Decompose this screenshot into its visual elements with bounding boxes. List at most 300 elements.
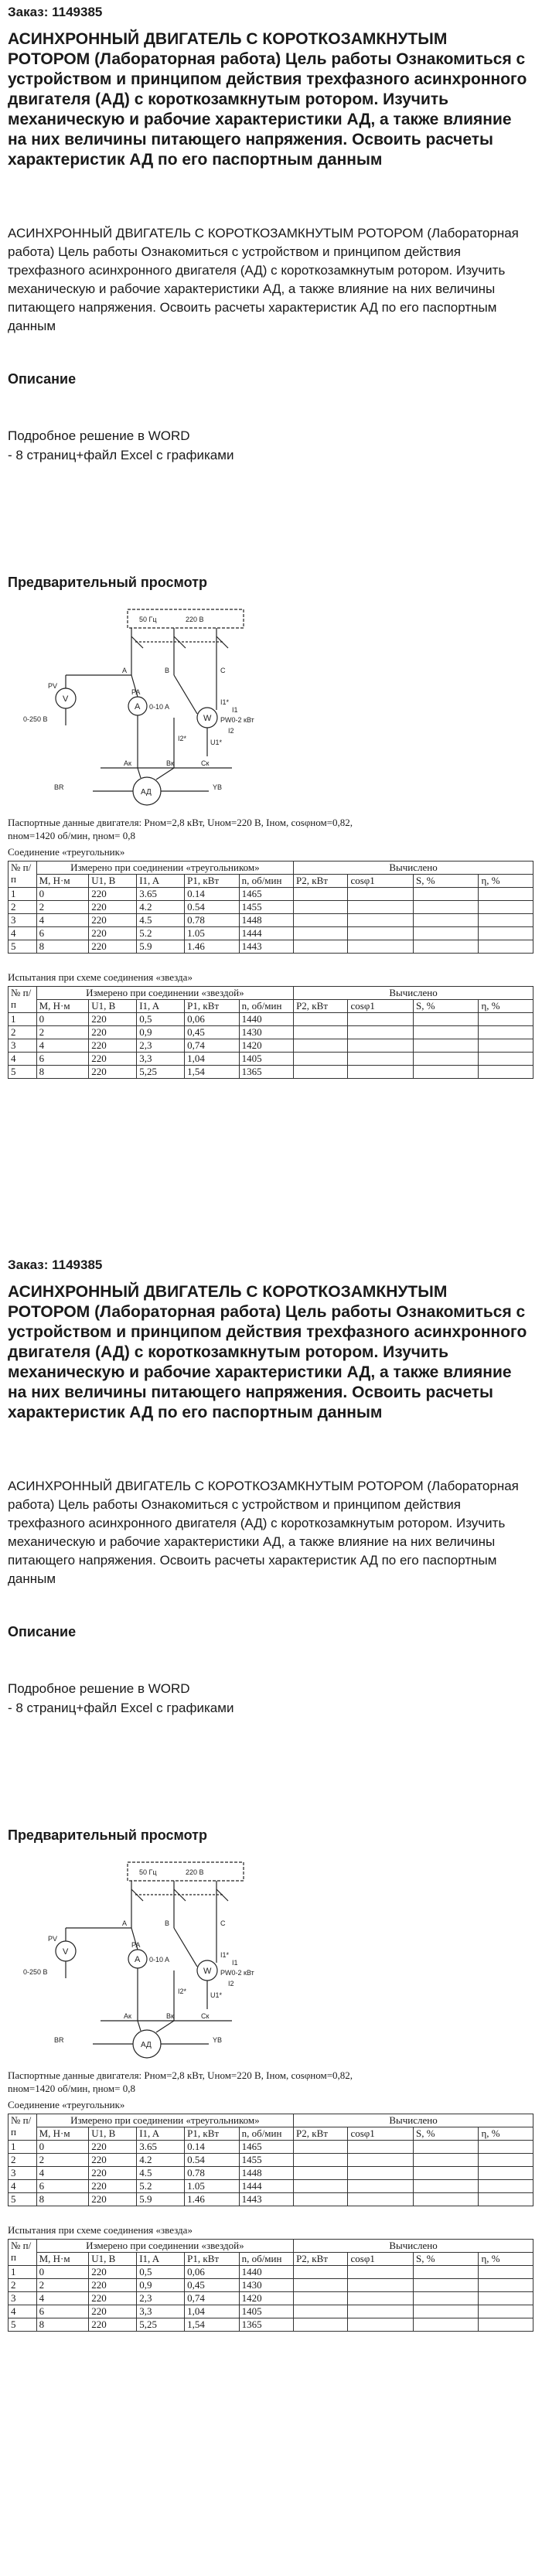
table-cell: 1365 (239, 1066, 293, 1079)
wattmeter-symbol: W (203, 714, 212, 723)
column-header: I1, A (137, 875, 185, 888)
table-cell: 5 (9, 1066, 37, 1079)
column-header: U1, В (89, 1000, 137, 1013)
column-header: M, Н·м (36, 875, 89, 888)
table-cell (479, 927, 533, 940)
table-cell: 0,06 (185, 2266, 239, 2279)
table-row (9, 1053, 533, 1066)
header-measured: Измерено при соединении «треугольником» (36, 2114, 293, 2127)
table-cell: 3.65 (137, 2141, 185, 2154)
table-cell (479, 1053, 533, 1066)
table-cell: 4.5 (137, 2167, 185, 2180)
table-cell (413, 2305, 479, 2318)
table-cell: 1440 (239, 2266, 293, 2279)
table-cell (479, 2154, 533, 2167)
table-cell: 4 (36, 2167, 89, 2180)
table-cell: 4.2 (137, 901, 185, 914)
passport-line-1: Паспортные данные двигателя: Рном=2,8 кВт, Uном=220 В, Iном, cosφном=0,82, (8, 2069, 353, 2081)
table-cell: 1.46 (185, 940, 239, 954)
table-cell: 220 (89, 940, 137, 954)
column-header: P1, кВт (185, 2253, 239, 2266)
volt-range: 0-250 В (23, 1968, 48, 1976)
table-row (9, 2318, 533, 2332)
table-cell (348, 914, 414, 927)
table-cell: 1 (9, 2141, 37, 2154)
table-cell (413, 2292, 479, 2305)
details-line-1: Подробное решение в WORD (8, 428, 190, 443)
table-cell: 5,25 (137, 2318, 185, 2332)
table-cell: 1430 (239, 1026, 293, 1039)
table-row (9, 927, 533, 940)
table-cell: 220 (89, 2167, 137, 2180)
table-cell (348, 2318, 414, 2332)
table-cell: 1444 (239, 2180, 293, 2193)
column-header: S, % (413, 875, 479, 888)
table-cell: 220 (89, 1026, 137, 1039)
table-cell: 8 (36, 2193, 89, 2206)
table-cell: 220 (89, 2141, 137, 2154)
table-cell: 1455 (239, 901, 293, 914)
table-cell (294, 1039, 348, 1053)
table-cell: 220 (89, 1066, 137, 1079)
triangle-caption: Соединение «треугольник» (8, 2099, 125, 2110)
column-header: P1, кВт (185, 2127, 239, 2141)
i1-label: I1 (232, 1959, 238, 1967)
table-cell: 0,45 (185, 1026, 239, 1039)
header-calculated: Вычислено (294, 862, 533, 875)
table-cell (479, 2318, 533, 2332)
table-cell: 1448 (239, 914, 293, 927)
table-cell (294, 2154, 348, 2167)
table-cell: 1405 (239, 2305, 293, 2318)
table-header-row (9, 2114, 533, 2127)
table-cell: 2 (36, 1026, 89, 1039)
table-row (9, 1039, 533, 1053)
i1-label: I1 (232, 706, 238, 714)
table-cell (479, 1013, 533, 1026)
table-row (9, 914, 533, 927)
column-header: P2, кВт (294, 2127, 348, 2141)
ck-label: Ск (201, 759, 210, 767)
table-cell (413, 940, 479, 954)
table-cell: 4 (9, 1053, 37, 1066)
table-cell: 4 (36, 1039, 89, 1053)
motor-label: АД (141, 788, 152, 797)
table-cell: 220 (89, 2292, 137, 2305)
table-cell (479, 2279, 533, 2292)
table-cell (348, 1066, 414, 1079)
table-row (9, 1026, 533, 1039)
table-cell: 4.5 (137, 914, 185, 927)
table-header-row (9, 862, 533, 875)
order-number: Заказ: 1149385 (8, 1257, 103, 1272)
table-cell: 5.2 (137, 927, 185, 940)
ak-label: Aк (124, 759, 131, 767)
table-cell (294, 1026, 348, 1039)
table-row (9, 901, 533, 914)
table-cell: 1444 (239, 927, 293, 940)
pa-label: PA (131, 688, 141, 696)
table-cell: 4 (9, 927, 37, 940)
table-cell (479, 1039, 533, 1053)
table-cell: 1.05 (185, 927, 239, 940)
table-cell: 0,9 (137, 2279, 185, 2292)
table-cell: 2 (36, 2154, 89, 2167)
table-cell: 2 (9, 2154, 37, 2167)
table-cell: 220 (89, 914, 137, 927)
table-cell: 220 (89, 901, 137, 914)
table-row (9, 1066, 533, 1079)
column-header: cosφ1 (348, 875, 414, 888)
table-cell (413, 2279, 479, 2292)
table-cell: 0,9 (137, 1026, 185, 1039)
table-cell (348, 1026, 414, 1039)
u1-star: U1* (210, 739, 223, 746)
column-header: P2, кВт (294, 1000, 348, 1013)
table-cell: 4 (9, 2305, 37, 2318)
table-subheader-row (9, 2253, 533, 2266)
table-cell (294, 2193, 348, 2206)
yb-label: YB (213, 2036, 223, 2044)
watt-range: PW0-2 кВт (220, 1969, 254, 1977)
table-cell (413, 1039, 479, 1053)
opisanie-heading: Описание (8, 1624, 77, 1639)
description: АСИНХРОННЫЙ ДВИГАТЕЛЬ С КОРОТКОЗАМКНУТЫМ РОТОРОМ (Лабораторная работа) Цель работы Ознакомиться с устройством и принципом действия трехфазного асинхронного двигателя (АД) с короткозамкнутым ротором. Изучить механическую и рабочие характеристики АД, а также влияние на них величины питающего напряжения. Освоить расчеты характеристик АД по его паспортным данным (8, 226, 519, 333)
details-line-2: - 8 страниц+файл Excel с графиками (8, 1701, 234, 1715)
table-row (9, 2141, 533, 2154)
table-cell (294, 2167, 348, 2180)
table-cell: 3 (9, 914, 37, 927)
table-cell: 4 (36, 914, 89, 927)
table-cell: 1.05 (185, 2180, 239, 2193)
table-cell: 3.65 (137, 888, 185, 901)
phase-a-label: A (122, 1919, 128, 1927)
table-cell: 6 (36, 2305, 89, 2318)
i2-star: I2* (178, 735, 187, 742)
table-cell: 0,5 (137, 1013, 185, 1026)
table-cell (294, 940, 348, 954)
star-caption: Испытания при схеме соединения «звезда» (8, 2224, 193, 2236)
table-cell: 1440 (239, 1013, 293, 1026)
table-cell (413, 927, 479, 940)
table-cell: 8 (36, 1066, 89, 1079)
table-cell (294, 1066, 348, 1079)
table-cell (479, 2305, 533, 2318)
preview-heading: Предварительный просмотр (8, 575, 207, 590)
br-label: BR (54, 2036, 64, 2044)
table-cell: 0,06 (185, 1013, 239, 1026)
table-cell: 6 (36, 1053, 89, 1066)
table-cell: 220 (89, 1039, 137, 1053)
table-cell: 1,54 (185, 2318, 239, 2332)
motor-label: АД (141, 2041, 152, 2049)
table-cell: 3 (9, 1039, 37, 1053)
table-cell: 1465 (239, 2141, 293, 2154)
table-cell: 3 (9, 2167, 37, 2180)
passport-line-1: Паспортные данные двигателя: Рном=2,8 кВт, Uном=220 В, Iном, cosφном=0,82, (8, 817, 353, 828)
table-cell: 5.9 (137, 940, 185, 954)
triangle-table (8, 2114, 533, 2206)
table-cell: 3 (9, 2292, 37, 2305)
table-cell (294, 2292, 348, 2305)
column-header: cosφ1 (348, 2253, 414, 2266)
table-cell: 0.54 (185, 901, 239, 914)
table-subheader-row (9, 2127, 533, 2141)
table-cell (348, 2141, 414, 2154)
header-num: № п/п (9, 987, 37, 1013)
passport-line-2: nном=1420 об/мин, ηном= 0,8 (8, 830, 135, 841)
table-cell: 0,74 (185, 2292, 239, 2305)
table-cell (294, 1053, 348, 1066)
table-cell: 1455 (239, 2154, 293, 2167)
page-title: АСИНХРОННЫЙ ДВИГАТЕЛЬ С КОРОТКОЗАМКНУТЫМ РОТОРОМ (Лабораторная работа) Цель работы Ознакомиться с устройством и принципом действия трехфазного асинхронного двигателя (АД) с короткозамкнутым ротором. Изучить механическую и рабочие характеристики АД, а также влияние на них величины питающего напряжения. Освоить расчеты характеристик АД по его паспортным данным (8, 1283, 527, 1421)
table-header-row (9, 987, 533, 1000)
table-cell: 1443 (239, 2193, 293, 2206)
i2-star: I2* (178, 1987, 187, 1995)
column-header: η, % (479, 2253, 533, 2266)
star-caption: Испытания при схеме соединения «звезда» (8, 971, 193, 983)
table-cell: 8 (36, 2318, 89, 2332)
table-cell: 0,5 (137, 2266, 185, 2279)
column-header: cosφ1 (348, 2127, 414, 2141)
table-cell (413, 2167, 479, 2180)
column-header: U1, В (89, 2127, 137, 2141)
table-row (9, 888, 533, 901)
table-cell (479, 914, 533, 927)
table-cell (479, 2141, 533, 2154)
header-num: № п/п (9, 2114, 37, 2141)
phase-b-label: B (165, 667, 170, 674)
table-cell: 1,04 (185, 1053, 239, 1066)
column-header: S, % (413, 1000, 479, 1013)
table-cell (294, 2279, 348, 2292)
ammeter-range: 0-10 A (149, 1956, 170, 1964)
column-header: M, Н·м (36, 2127, 89, 2141)
column-header: P2, кВт (294, 875, 348, 888)
star-table (8, 2239, 533, 2332)
table-cell: 0.54 (185, 2154, 239, 2167)
table-cell (479, 888, 533, 901)
table-subheader-row (9, 1000, 533, 1013)
column-header: n, об/мин (239, 2127, 293, 2141)
bk-label: Вк (166, 759, 174, 767)
table-cell (479, 901, 533, 914)
table-cell: 6 (36, 927, 89, 940)
page-title: АСИНХРОННЫЙ ДВИГАТЕЛЬ С КОРОТКОЗАМКНУТЫМ РОТОРОМ (Лабораторная работа) Цель работы Ознакомиться с устройством и принципом действия трехфазного асинхронного двигателя (АД) с короткозамкнутым ротором. Изучить механическую и рабочие характеристики АД, а также влияние на них величины питающего напряжения. Освоить расчеты характеристик АД по его паспортным данным (8, 30, 527, 169)
table-cell (348, 940, 414, 954)
table-cell: 1 (9, 2266, 37, 2279)
yb-label: YB (213, 783, 223, 791)
table-cell: 0 (36, 2266, 89, 2279)
table-cell: 1 (9, 888, 37, 901)
table-cell: 2 (9, 1026, 37, 1039)
table-cell: 3,3 (137, 2305, 185, 2318)
column-header: I1, A (137, 2253, 185, 2266)
br-label: BR (54, 783, 64, 791)
table-cell: 220 (89, 2305, 137, 2318)
table-cell (348, 901, 414, 914)
pv-label: PV (48, 1935, 58, 1943)
table-cell (348, 1039, 414, 1053)
voltmeter-symbol: V (63, 694, 69, 704)
phase-c-label: C (220, 1919, 226, 1927)
table-cell (413, 2318, 479, 2332)
table-cell: 2 (9, 901, 37, 914)
volt-range: 0-250 В (23, 715, 48, 723)
ak-label: Aк (124, 2012, 131, 2020)
table-cell: 220 (89, 2266, 137, 2279)
header-measured: Измерено при соединении «звездой» (36, 987, 293, 1000)
column-header: U1, В (89, 2253, 137, 2266)
table-cell (348, 1013, 414, 1026)
table-cell: 220 (89, 2279, 137, 2292)
ammeter-range: 0-10 A (149, 703, 170, 711)
table-cell (294, 2141, 348, 2154)
table-cell (413, 1013, 479, 1026)
u1-star: U1* (210, 1991, 223, 1999)
column-header: η, % (479, 875, 533, 888)
column-header: I1, A (137, 1000, 185, 1013)
table-cell: 4 (36, 2292, 89, 2305)
table-cell: 5.2 (137, 2180, 185, 2193)
phase-c-label: C (220, 667, 226, 674)
column-header: n, об/мин (239, 2253, 293, 2266)
table-row (9, 2305, 533, 2318)
table-cell: 1443 (239, 940, 293, 954)
table-cell: 1420 (239, 1039, 293, 1053)
table-cell: 2 (36, 901, 89, 914)
table-cell (413, 2154, 479, 2167)
table-cell (348, 2266, 414, 2279)
table-cell: 2 (9, 2279, 37, 2292)
header-num: № п/п (9, 2240, 37, 2266)
table-row (9, 940, 533, 954)
table-cell: 4 (9, 2180, 37, 2193)
table-cell: 0 (36, 2141, 89, 2154)
header-calculated: Вычислено (294, 987, 533, 1000)
i1-star: I1* (220, 698, 230, 706)
column-header: M, Н·м (36, 1000, 89, 1013)
pv-label: PV (48, 682, 58, 690)
table-row (9, 2193, 533, 2206)
table-cell: 0.14 (185, 2141, 239, 2154)
table-cell: 1 (9, 1013, 37, 1026)
table-cell: 5,25 (137, 1066, 185, 1079)
header-calculated: Вычислено (294, 2240, 533, 2253)
table-cell: 5 (9, 2318, 37, 2332)
table-cell (479, 1066, 533, 1079)
ck-label: Ск (201, 2012, 210, 2020)
table-subheader-row (9, 875, 533, 888)
table-row (9, 1013, 533, 1026)
table-cell (413, 2180, 479, 2193)
table-cell (348, 888, 414, 901)
table-cell: 2 (36, 2279, 89, 2292)
header-measured: Измерено при соединении «звездой» (36, 2240, 293, 2253)
table-cell: 220 (89, 2180, 137, 2193)
opisanie-heading: Описание (8, 371, 77, 387)
details-line-2: - 8 страниц+файл Excel с графиками (8, 448, 234, 462)
table-cell: 220 (89, 2318, 137, 2332)
circuit-schematic (8, 1854, 286, 2067)
table-cell: 220 (89, 1053, 137, 1066)
i2-label: I2 (228, 727, 234, 735)
table-cell: 1420 (239, 2292, 293, 2305)
header-measured: Измерено при соединении «треугольником» (36, 862, 293, 875)
passport-line-2: nном=1420 об/мин, ηном= 0,8 (8, 2083, 135, 2094)
table-cell (479, 2180, 533, 2193)
ammeter-symbol: A (135, 702, 141, 711)
table-cell: 2,3 (137, 1039, 185, 1053)
column-header: S, % (413, 2127, 479, 2141)
description: АСИНХРОННЫЙ ДВИГАТЕЛЬ С КОРОТКОЗАМКНУТЫМ РОТОРОМ (Лабораторная работа) Цель работы Ознакомиться с устройством и принципом действия трехфазного асинхронного двигателя (АД) с короткозамкнутым ротором. Изучить механическую и рабочие характеристики АД, а также влияние на них величины питающего напряжения. Освоить расчеты характеристик АД по его паспортным данным (8, 1479, 519, 1586)
order-number: Заказ: 1149385 (8, 5, 103, 19)
table-cell: 1,04 (185, 2305, 239, 2318)
table-cell: 1405 (239, 1053, 293, 1066)
table-cell (413, 2193, 479, 2206)
header-num: № п/п (9, 862, 37, 888)
star-table (8, 986, 533, 1079)
details-line-1: Подробное решение в WORD (8, 1681, 190, 1696)
table-cell (348, 2292, 414, 2305)
table-cell (413, 888, 479, 901)
table-row (9, 2292, 533, 2305)
table-cell: 6 (36, 2180, 89, 2193)
column-header: U1, В (89, 875, 137, 888)
table-cell: 1.46 (185, 2193, 239, 2206)
table-row (9, 2266, 533, 2279)
table-cell (413, 2266, 479, 2279)
circuit-schematic (8, 602, 286, 814)
column-header: n, об/мин (239, 875, 293, 888)
i1-star: I1* (220, 1951, 230, 1959)
watt-range: PW0-2 кВт (220, 716, 254, 724)
table-cell: 1365 (239, 2318, 293, 2332)
table-cell (294, 2266, 348, 2279)
table-cell (294, 888, 348, 901)
triangle-caption: Соединение «треугольник» (8, 846, 125, 858)
freq-label: 50 Гц (139, 1868, 157, 1876)
table-cell: 4.2 (137, 2154, 185, 2167)
header-calculated: Вычислено (294, 2114, 533, 2127)
table-cell: 5 (9, 940, 37, 954)
column-header: n, об/мин (239, 1000, 293, 1013)
table-cell (479, 940, 533, 954)
table-row (9, 2154, 533, 2167)
table-cell (348, 2154, 414, 2167)
table-cell (294, 914, 348, 927)
table-cell (348, 2193, 414, 2206)
table-cell: 0 (36, 888, 89, 901)
ammeter-symbol: A (135, 1955, 141, 1964)
table-cell (294, 927, 348, 940)
column-header: η, % (479, 2127, 533, 2141)
table-row (9, 2180, 533, 2193)
column-header: P1, кВт (185, 1000, 239, 1013)
table-cell: 1,54 (185, 1066, 239, 1079)
table-cell (294, 901, 348, 914)
table-cell: 2,3 (137, 2292, 185, 2305)
pa-label: PA (131, 1941, 141, 1949)
table-cell (294, 2180, 348, 2193)
table-cell: 0,74 (185, 1039, 239, 1053)
table-cell: 1448 (239, 2167, 293, 2180)
table-cell: 1465 (239, 888, 293, 901)
table-cell (413, 1053, 479, 1066)
table-cell: 1430 (239, 2279, 293, 2292)
table-cell (479, 2266, 533, 2279)
table-row (9, 2167, 533, 2180)
